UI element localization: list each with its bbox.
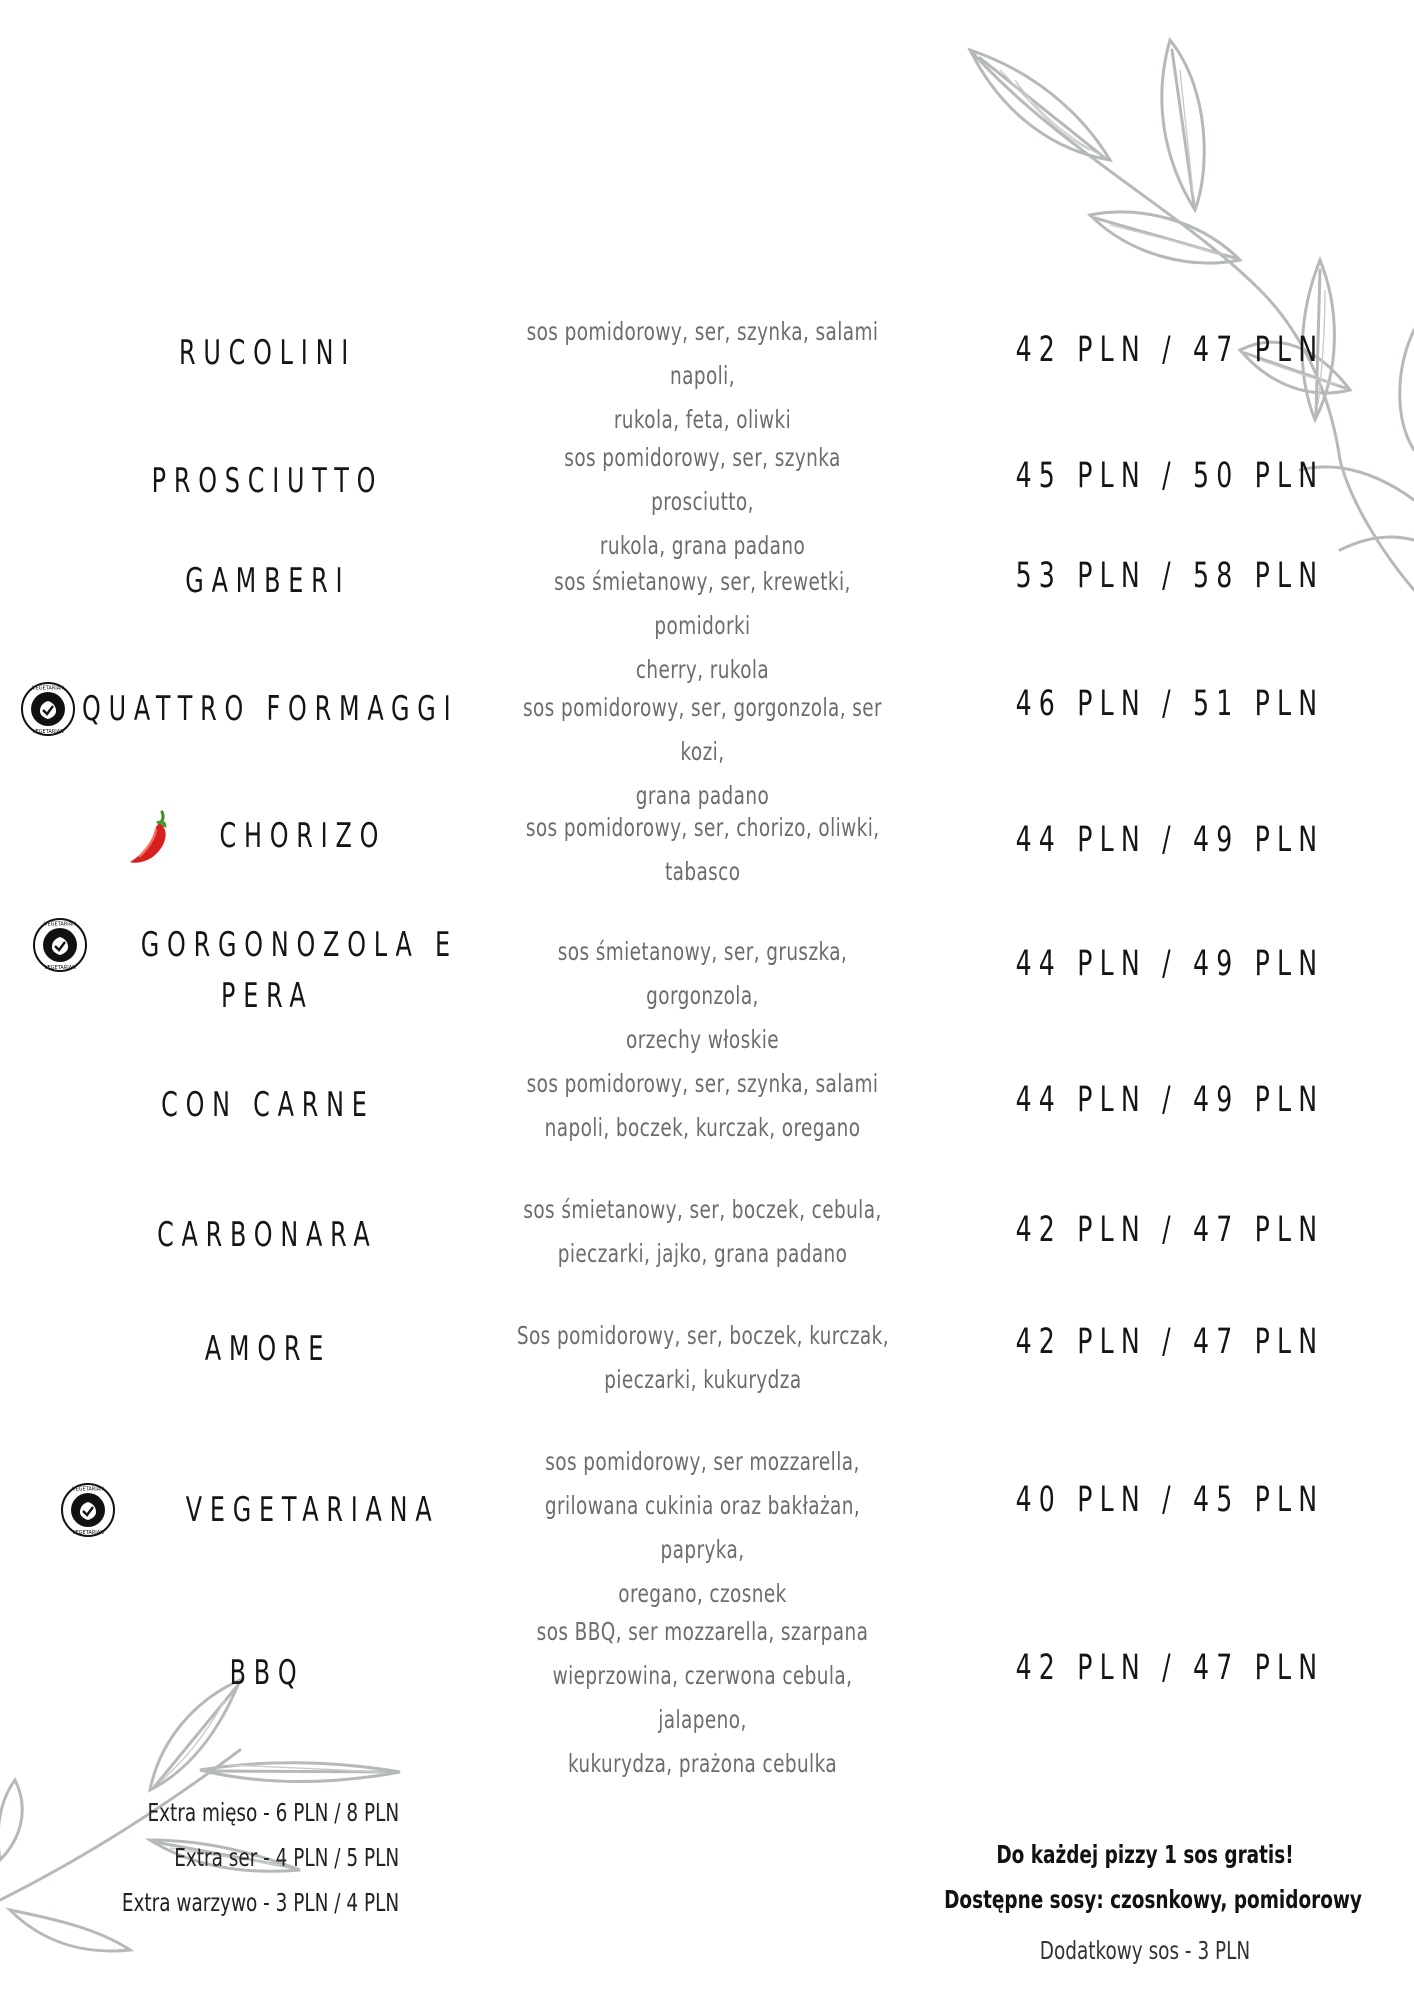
dish-name: QUATTRO FORMAGGI xyxy=(82,689,459,729)
svg-text:VEGETARIAN: VEGETARIAN xyxy=(44,921,77,928)
dish-description: sos BBQ, ser mozzarella, szarpana wieprzowina, czerwona cebula, jalapeno, kukurydza, prażona cebulka xyxy=(536,1617,869,1778)
dish-name: RUCOLINI xyxy=(178,333,357,373)
dish-price: 40 PLN / 45 PLN xyxy=(1015,1480,1325,1520)
dish-description: sos śmietanowy, ser, krewetki, pomidorki cherry, rukola xyxy=(554,567,851,684)
dish-price: 42 PLN / 47 PLN xyxy=(1015,1210,1325,1250)
dish-price: 45 PLN / 50 PLN xyxy=(1015,456,1325,496)
dish-name-second-line: PERA xyxy=(221,976,314,1016)
dish-price: 53 PLN / 58 PLN xyxy=(1015,556,1325,596)
dish-name: VEGETARIANA xyxy=(185,1490,440,1530)
free-sauce-note: Do każdej pizzy 1 sos gratis! xyxy=(996,1840,1294,1869)
dish-description: sos pomidorowy, ser, gorgonzola, ser kozi, grana padano xyxy=(522,693,883,810)
svg-text:VEGETARIAN: VEGETARIAN xyxy=(71,1486,104,1493)
dish-price: 44 PLN / 49 PLN xyxy=(1015,1080,1325,1120)
dish-name: CARBONARA xyxy=(157,1215,378,1255)
dish-name: GAMBERI xyxy=(184,561,351,601)
dish-name: GORGONOZOLA E xyxy=(140,925,459,965)
dish-description: sos pomidorowy, ser, szynka, salami napoli, boczek, kurczak, oregano xyxy=(526,1069,879,1142)
chili-pepper-icon xyxy=(126,806,176,866)
dish-description: sos śmietanowy, ser, gruszka, gorgonzola, orzechy włoskie xyxy=(557,937,848,1054)
dish-price: 46 PLN / 51 PLN xyxy=(1015,684,1325,724)
dish-price: 44 PLN / 49 PLN xyxy=(1015,944,1325,984)
extra-cheese: Extra ser - 4 PLN / 5 PLN xyxy=(174,1843,399,1872)
dish-description: sos śmietanowy, ser, boczek, cebula, pieczarki, jajko, grana padano xyxy=(523,1195,882,1268)
svg-text:VEGETARIAN: VEGETARIAN xyxy=(32,729,64,735)
dish-price: 42 PLN / 47 PLN xyxy=(1015,330,1325,370)
sauce-info xyxy=(900,1832,1390,1973)
dish-name: CON CARNE xyxy=(160,1085,375,1125)
dish-description: sos pomidorowy, ser, chorizo, oliwki, tabasco xyxy=(525,813,880,886)
dish-description: sos pomidorowy, ser, szynka prosciutto, rukola, grana padano xyxy=(564,443,841,560)
vegetarian-icon xyxy=(32,917,88,973)
svg-text:VEGETARIAN: VEGETARIAN xyxy=(32,685,64,692)
extra-sauce-price: Dodatkowy sos - 3 PLN xyxy=(1039,1936,1251,1965)
svg-text:VEGETARIAN: VEGETARIAN xyxy=(44,965,77,971)
dish-description: sos pomidorowy, ser, szynka, salami napoli, rukola, feta, oliwki xyxy=(526,317,879,434)
extra-meat: Extra mięso - 6 PLN / 8 PLN xyxy=(147,1798,399,1827)
dish-description: Sos pomidorowy, ser, boczek, kurczak, pieczarki, kukurydza xyxy=(516,1321,889,1394)
vegetarian-icon xyxy=(60,1482,116,1538)
dish-price: 42 PLN / 47 PLN xyxy=(1015,1322,1325,1362)
available-sauces: Dostępne sosy: czosnkowy, pomidorowy xyxy=(944,1885,1362,1914)
dish-name: BBQ xyxy=(230,1653,305,1693)
vegetarian-icon xyxy=(20,681,76,737)
dish-name: AMORE xyxy=(204,1329,331,1369)
dish-name: PROSCIUTTO xyxy=(151,461,384,501)
dish-price: 42 PLN / 47 PLN xyxy=(1015,1648,1325,1688)
extras-list xyxy=(61,1790,399,1925)
dish-description: sos pomidorowy, ser mozzarella, grilowana cukinia oraz bakłażan, papryka, oregano, czosnek xyxy=(544,1447,861,1608)
dish-price: 44 PLN / 49 PLN xyxy=(1015,820,1325,860)
svg-text:VEGETARIAN: VEGETARIAN xyxy=(71,1530,104,1536)
extra-vegetable: Extra warzywo - 3 PLN / 4 PLN xyxy=(121,1888,399,1917)
dish-name: CHORIZO xyxy=(219,816,386,856)
